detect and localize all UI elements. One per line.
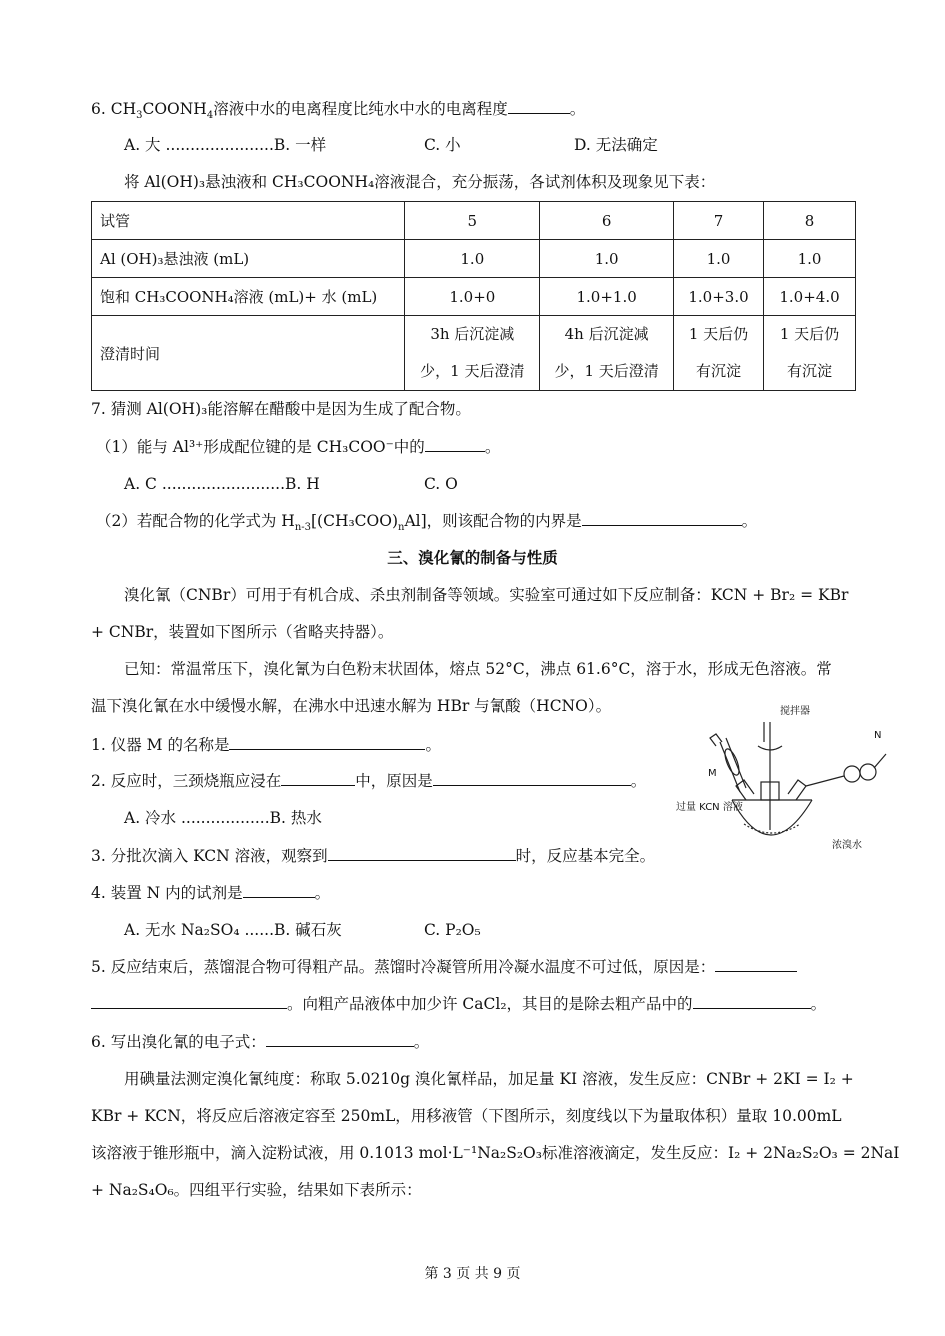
paragraph: 已知：常温常压下，溴化氰为白色粉末状固体，熔点 52°C，沸点 61.6°C，溶于水，形成无色溶液。常 [124,660,832,678]
answer-blank[interactable] [91,993,287,1009]
table-cell: 1.0 [540,240,674,278]
table-row [92,316,856,391]
paragraph: KBr + KCN，将反应后溶液定容至 250mL，用移液管（下图所示，刻度线以下为量取体积）量取 10.00mL [91,1107,842,1125]
table-cell: 1.0 [674,240,764,278]
table-cell: 4h 后沉淀减 少，1 天后澄清 [540,316,674,391]
table-cell: 3h 后沉淀减 少，1 天后澄清 [405,316,540,391]
table-intro: 将 Al(OH)₃悬浊液和 CH₃COONH₄溶液混合，充分振荡，各试剂体积及现象见下表： [124,173,716,191]
paragraph: + Na₂S₄O₆。四组平行实验，结果如下表所示： [91,1181,422,1199]
table-row [92,240,856,278]
q7-stem: 7. 猜测 Al(OH)₃能溶解在醋酸中是因为生成了配合物。 [91,400,471,418]
table-cell: 6 [540,202,674,240]
table-cell: 5 [405,202,540,240]
s3-q3: 3. 分批次滴入 KCN 溶液，观察到 时，反应基本完全。 [91,847,656,865]
drying-tube-n [844,766,860,782]
paragraph: + CNBr，装置如下图所示（省略夹持器）。 [91,623,394,641]
table-cell: 试管 [92,202,405,240]
answer-blank[interactable] [582,510,742,526]
paragraph: 温下溴化氰在水中缓慢水解，在沸水中迅速水解为 HBr 与氰酸（HCNO）。 [91,697,612,715]
label-n: N [874,730,882,741]
answer-blank[interactable] [425,436,485,452]
table-cell: 7 [674,202,764,240]
table-cell: 1.0+4.0 [764,278,856,316]
q7-option-ab: A. C .........................B. H [124,475,320,493]
answer-blank[interactable] [243,882,315,898]
label-stirrer: 搅拌器 [780,706,810,717]
q7-option-c: C. O [424,475,458,493]
s3-q4-option-c: C. P₂O₅ [424,921,481,939]
answer-blank[interactable] [433,770,631,786]
s3-q4-option-ab: A. 无水 Na₂SO₄ ......B. 碱石灰 [124,921,342,939]
q6-option-c: C. 小 [424,136,461,154]
table-row [92,278,856,316]
s3-q6: 6. 写出溴化氰的电子式： 。 [91,1033,430,1051]
paragraph: 该溶液于锥形瓶中，滴入淀粉试液，用 0.1013 mol·L⁻¹Na₂S₂O₃标准溶液滴定，发生反应：I₂ + 2Na₂S₂O₃ = 2NaI [91,1144,900,1162]
label-bromine-water: 浓溴水 [832,840,862,851]
experiment-table [91,201,856,391]
table-row [92,202,856,240]
s3-q2: 2. 反应时，三颈烧瓶应浸在 中，原因是 。 [91,772,647,790]
table-cell: 澄清时间 [92,316,405,391]
table-cell: 饱和 CH₃COONH₄溶液 (mL)+ 水 (mL) [92,278,405,316]
table-cell: 1.0 [405,240,540,278]
section-title: 三、溴化氰的制备与性质 [387,549,558,567]
paragraph: 溴化氰（CNBr）可用于有机合成、杀虫剂制备等领域。实验室可通过如下反应制备：KCN + Br₂ = KBr [124,586,849,604]
table-cell: 1.0+1.0 [540,278,674,316]
answer-blank[interactable] [229,734,425,750]
s3-q5-line1: 5. 反应结束后，蒸馏混合物可得粗产品。蒸馏时冷凝管所用冷凝水温度不可过低，原因是： [91,956,797,978]
s3-q4: 4. 装置 N 内的试剂是 。 [91,884,331,902]
answer-blank[interactable] [266,1031,414,1047]
answer-blank[interactable] [281,770,355,786]
answer-blank[interactable] [693,993,811,1009]
s3-q1: 1. 仪器 M 的名称是 。 [91,736,441,754]
q6-option-ab: A. 大 ......................B. 一样 [124,136,327,154]
answer-blank[interactable] [715,956,797,972]
table-cell: 1.0 [764,240,856,278]
table-cell: Al (OH)₃悬浊液 (mL) [92,240,405,278]
label-m: M [708,768,717,779]
q7-part1: （1）能与 Al³⁺形成配位键的是 CH₃COO⁻中的 。 [96,438,501,456]
table-cell: 1 天后仍 有沉淀 [674,316,764,391]
flask-body [732,800,812,835]
table-cell: 1 天后仍 有沉淀 [764,316,856,391]
table-cell: 1.0+3.0 [674,278,764,316]
table-cell: 1.0+0 [405,278,540,316]
q6-option-d: D. 无法确定 [574,136,658,154]
s3-q5-line2: 。向粗产品液体中加少许 CaCl₂，其目的是除去粗产品中的 。 [91,993,826,1015]
answer-blank[interactable] [508,98,570,114]
s3-q2-options: A. 冷水 ..................B. 热水 [124,809,322,827]
table-cell: 8 [764,202,856,240]
paragraph: 用碘量法测定溴化氰纯度：称取 5.0210g 溴化氰样品，加足量 KI 溶液，发生反应：CNBr + 2KI = I₂ + [124,1070,854,1088]
label-kcn: 过量 KCN 溶液 [676,802,743,813]
page-footer: 第 3 页 共 9 页 [424,1266,521,1282]
apparatus-figure [660,702,900,862]
answer-blank[interactable] [328,845,516,861]
q7-part2: （2）若配合物的化学式为 $H_{n-3}[(CH_3COO)_nAl]$，则该配合物的内界是 。 [96,512,758,534]
q6-stem: 6. $CH_3COONH_4$溶液中水的电离程度比纯水中水的电离程度 。 [91,100,586,122]
